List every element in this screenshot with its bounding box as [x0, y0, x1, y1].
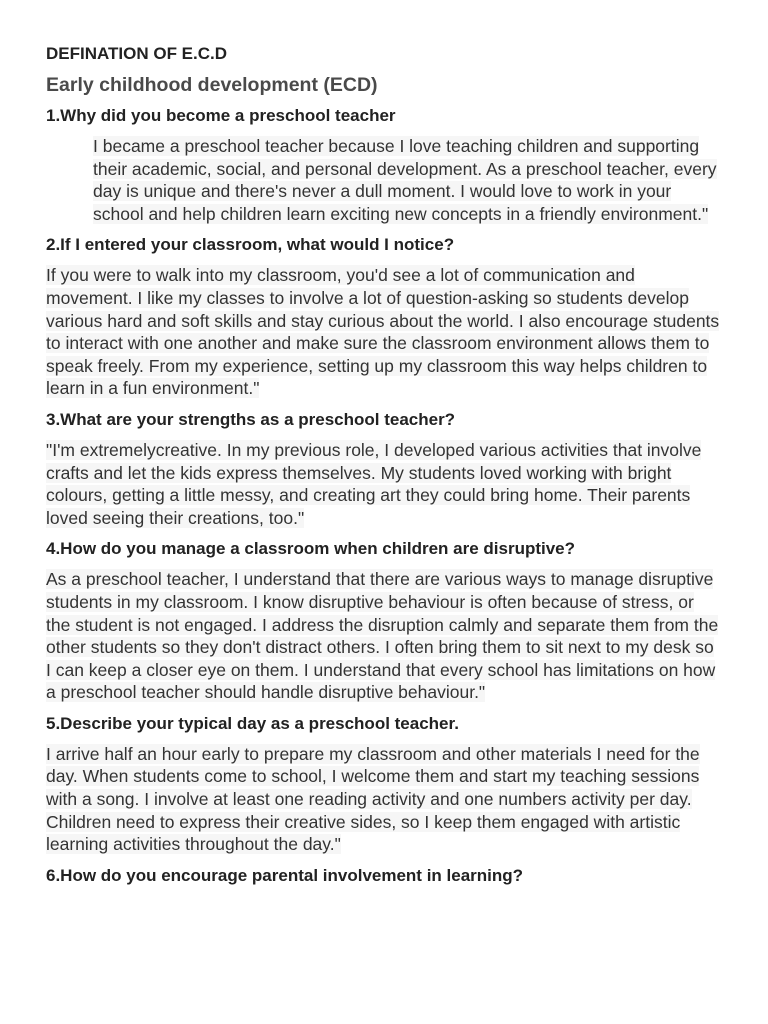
answer-4-text: As a preschool teacher, I understand that there are various ways to manage disruptive students in my classroom. I know disruptive behaviour is often because of stress, or the student is not engaged. I address the disruption calmly and separate them from the other students so they don't distract others. I often bring them to sit next to my desk so I can keep a closer eye on them. I understand that every school has limitations on how a preschool teacher should handle disruptive behaviour."	[46, 569, 719, 703]
answer-1-text: I became a preschool teacher because I love teaching children and supporting their academic, social, and personal development. As a preschool teacher, every day is unique and there's never a dull moment. I would love to work in your school and help children learn exciting new concepts in a friendly environment."	[93, 136, 717, 224]
question-6: 6.How do you encourage parental involvement in learning?	[46, 865, 524, 885]
answer-2-text: If you were to walk into my classroom, you'd see a lot of communication and movement. I like my classes to involve a lot of question-asking so students develop various hard and soft skills and stay curious about the world. I also encourage students to interact with one another and make sure the classroom environment allows them to speak freely. From my experience, setting up my classroom this way helps children to learn in a fun environment."	[46, 265, 720, 399]
document-subtitle: Early childhood development (ECD)	[46, 74, 378, 96]
answer-4	[46, 568, 722, 704]
answer-3-text: "I'm extremelycreative. In my previous role, I developed various activities that involve crafts and let the kids express themselves. My students loved working with bright colours, getting a little messy, and creating art they could bring home. Their parents loved seeing their creations, too."	[46, 439, 702, 528]
question-4: 4.How do you manage a classroom when children are disruptive?	[46, 539, 576, 559]
answer-5	[46, 743, 722, 856]
answer-2	[46, 264, 722, 400]
question-2: 2.If I entered your classroom, what would I notice?	[46, 235, 455, 255]
question-1: 1.Why did you become a preschool teacher	[46, 106, 396, 125]
answer-1	[46, 135, 722, 225]
answer-3	[46, 439, 722, 529]
question-5: 5.Describe your typical day as a preschool teacher.	[46, 713, 459, 733]
answer-5-text: I arrive half an hour early to prepare my classroom and other materials I need for the day. When students come to school, I welcome them and start my teaching sessions with a song. I involve at least one reading activity and one numbers activity per day. Children need to express their creative sides, so I keep them engaged with artistic learning activities throughout the day."	[46, 743, 700, 855]
question-3: 3.What are your strengths as a preschool teacher?	[46, 409, 456, 429]
document-title: DEFINATION OF E.C.D	[46, 44, 228, 63]
